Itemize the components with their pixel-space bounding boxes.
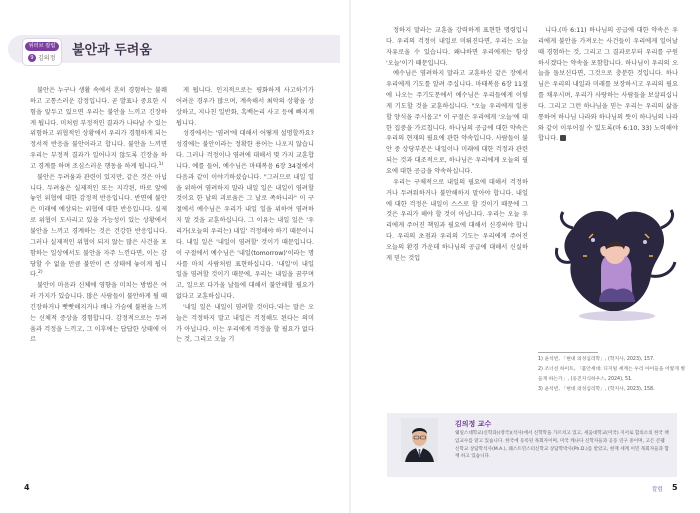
footnote: 1) 윤석빈, 「현대 의성심리학」, (학지사, 2023), 157.: [538, 357, 655, 362]
text-column-4: [538, 26, 678, 201]
page-number-left: 4: [24, 483, 30, 492]
text-column-1: [30, 86, 167, 486]
author-photo: [401, 418, 438, 462]
anxious-person-illustration: [553, 198, 681, 326]
footnotes: [538, 352, 686, 395]
page-gutter: [349, 0, 351, 513]
paragraph: 불안이 마음과 신체에 영향을 미치는 방법은 여러 가지가 있습니다. 많은 사람들이 불안하게 될 때 긴장하거나 빳빳해지거나 배나 가슴에 불편을 느끼는 신체적 증상을 경험합니다. 감정적으로는 두려움과 걱정을 느끼고, 그 이후에는 답답한 상태에 이르: [30, 282, 167, 344]
paragraph: 게 됩니다. 인지적으로는 평화하게 사고하기가 어려운 경우가 많으며, 계속해서 최악의 상황을 상상하고, 지나친 일반화, 흑백논리 사고 등에 빠지게 됩니다.: [176, 87, 314, 127]
footnote: 3) 윤석빈, 「현대 의성심리학」, (학지사, 2023), 158.: [538, 387, 655, 392]
end-mark-icon: [560, 135, 566, 141]
paragraph: 니다.(마 6:11) 하나님의 공급에 대한 약속은 우리에게 불안을 가져오는 사건들이 우리에게 일어날 때 경험하는 것, 그리고 그 결과로부터 우리를 구원하시겠다는 약속을 포함합니다. 하나님이 우리의 오늘을 돌보신다면, 그것으로 충분한 것입니다. 하나님은 우리의 내일과 미래를 보장하시고 우리의 필요를 채우시며, 우리가 사랑하는 사람들을 보살피십니다. 그리고 그런 하나님을 믿는 우리는 우리의 삶을 통하여 하나님 나라와 하나님의 뜻이 하나님의 나라와 같이 이루어질 수 있도록(마 6:10, 33) 노력해야 합니다.: [538, 27, 678, 143]
column-badge: [22, 38, 62, 66]
article-title: 불안과 두려움: [72, 43, 152, 58]
text-column-2: [176, 86, 314, 486]
section-label: 칼럼: [652, 487, 663, 493]
author-name: 김의정 교수: [455, 420, 492, 428]
page-number-right: 5: [672, 483, 678, 492]
series-number: 9: [28, 54, 36, 62]
paragraph: 불안은 두려움과 관련이 있지만, 같은 것은 아닙니다. 두려움은 실제적인 또는 지각된, 바로 앞에 놓인 위협에 대한 감정적 반응입니다. 반면에 불안은 미래에 예상되는 위협에 대한 반응입니다. 실제로 위협이 도사리고 있을 가능성이 있는 상황에서 불안을 느끼고 경계하는 것은 건강한 반응입니다. 그러나 실제적인 위협이 되지 않는 많은 사건을 포함하는 일상에서도 불안을 자주 느낀다면, 이는 감당할 수 없을 만큼 불안이 큰 상태에 놓이게 됩니다.$^{2)}$: [30, 173, 167, 279]
paragraph: '내일 일은 내일이 염려할 것이다.'라는 말은 오늘은 걱정하지 말고 내일은 걱정해도 된다는 의미가 아닙니다. 이는 우리에게 걱정을 할 필요가 없다는 것, 그리고 오늘 기: [176, 303, 314, 344]
paragraph: 정하지 말라는 교훈을 강력하게 표현한 명령입니다. 우리의 걱정이 내일로 미뤄진다면, 우리는 오늘 자유로울 수 있습니다. 왜냐하면 우리에게는 항상 '오늘'이기 때문입니다.: [386, 27, 528, 67]
footnote: 2) 조너선 하이트, 「불안세대: 디지털 세계는 우리 아이들을 어떻게 병들게 하는가」, (웅진지식하우스, 2024), 51.: [538, 367, 686, 382]
footnote-divider: [538, 352, 598, 353]
author-short: 김의정: [38, 55, 56, 62]
paragraph: 우리는 구체적으로 내일의 필요에 대해서 걱정하거나 두려워하거나 불안해하지 말아야 합니다. 내일에 대한 걱정은 내일이 스스로 할 것이기 때문에 그것은 우리가 해야 할 것이 아닙니다. 우리는 오늘 우리에게 주어진 책임과 필요에 대해서 신경써야 합니다. 우리의 초점과 우리의 기도는 우리에게 주어진 오늘의 환경 가운데 하나님의 공급에 대해서 신실하게 믿는 것입: [386, 178, 528, 262]
text-column-3: [386, 26, 528, 284]
paragraph: 예수님은 염려하지 말라고 교훈하신 같은 장에서 우리에게 기도를 알려 주십니다. 마태복음 6장 11절에 나오는 주기도문에서 예수님은 우리들에게 이렇게 기도할 것을 교훈하십니다. "오늘 우리에게 일용할 양식을 주시옵고" 이 구절은 우리에게 '오늘'에 대한 집중을 가르칩니다. 하나님의 공급에 대한 약속은 우리의 현재의 필요에 관한 약속입니다. 사람들이 불안 중 상당부분은 내일이나 미래에 대한 걱정과 관련되는 것과 대조적으로, 하나님은 우리에게 오늘의 필요에 대한 공급을 약속하십니다.: [386, 70, 528, 175]
author-bio: 웨일스대학교(신학과)(영국)(석사)에서 신학학을 가르치고 있고, 세움대학교(미국) 지서로 합의소의 한국 책임교수를 맡고 있습니다. 한국에 등록된 목회자이며, 미국 캐나다 신학자들과 공동 연구 중이며, 고든 콘웰 신학교 상담학석사(M.A.), 웨스트민스터신학교 상담학박사(Ph.D.)를 받았고, 현재 세계 이민 목회자들과 함께 하고 있습니다.: [455, 431, 669, 460]
paragraph: 불안은 누구나 생활 속에서 흔히 경험하는 불쾌하고 고통스러운 감정입니다. 곧 발표나 중요한 시험을 앞두고 있으면 우리는 불안을 느끼고 긴장하게 됩니다. 미처럼 부정적인 결과가 나타날 수 있는 위험하고 위협적인 상황에서 우리가 경험하게 되는 정서적 반응을 불안이라고 합니다. 불안을 느끼면 우리는 부정적 결과가 일어나지 않도록 긴장을 하고 경계를 하며 조심스러운 행동을 하게 됩니다.$^{1)}$: [30, 87, 167, 170]
paragraph: 성경에서는 '염려'에 대해서 어떻게 설명할까요? 성경에는 불안이라는 정확한 용어는 나오지 않습니다. 그러나 걱정이나 염려에 대해서 몇 가지 교훈합니다. 예를 들어, 예수님은 마태복음 6장 34절에서 다음과 같이 이야기하셨습니다. "그러므로 내일 일을 위하여 염려하지 말라 내일 일은 내일이 염려할 것이요 한 날의 괴로움은 그 날로 족하니라" 이 구절에서 예수님은 우리가 내일 일을 위하여 염려하지 말 것을 교훈하십니다. 그 이유는 내일 일은 '우리가(오늘의 우리는) 내일' 걱정해야 하기 때문이니다. 내일 일은 '내일이 염려할' 것이기 때문입니다. 이 구절에서 예수님은 '내일(tomorrow)'이라는 명사를 마치 사람처럼 표현하십니다. '내일'이 내일 일을 염려할 것이기 때문에, 우리는 내일을 꿈꾸며 고, 일으로 다가올 날들에 대해서 불안해할 필요가 없다고 교훈하십니다.: [176, 130, 314, 301]
series-label: 위러브 칼럼: [25, 42, 59, 51]
